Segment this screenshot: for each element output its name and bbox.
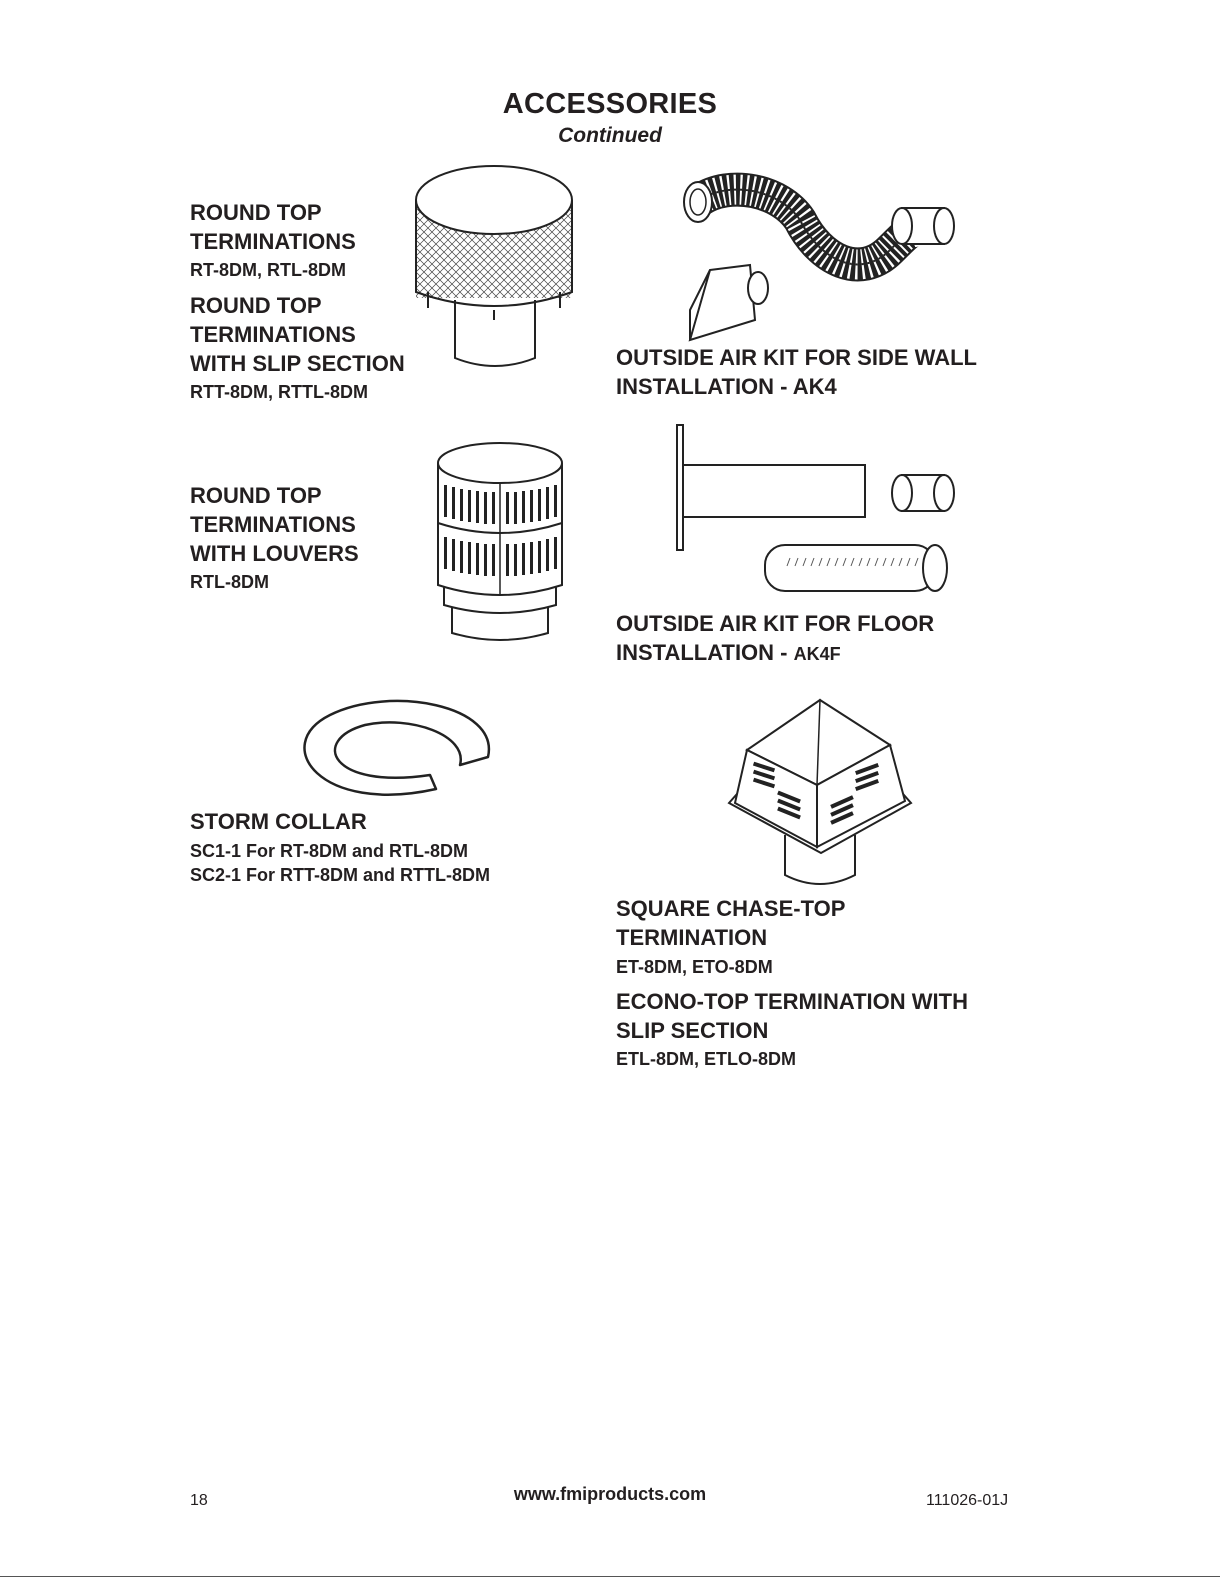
air-kit-side-wall-title: OUTSIDE AIR KIT FOR SIDE WALL INSTALLATION - AK4 — [616, 345, 977, 399]
website-link[interactable]: www.fmiproducts.com — [513, 1484, 707, 1504]
round-top-title: ROUND TOP TERMINATIONS — [190, 200, 356, 254]
bottom-rule — [0, 1576, 1220, 1577]
storm-collar-title: STORM COLLAR — [190, 809, 367, 834]
round-top-termination-illustration — [400, 160, 590, 375]
econo-top-title: ECONO-TOP TERMINATION WITH SLIP SECTION — [616, 989, 968, 1043]
storm-collar-model-2: SC2-1 For RTT-8DM and RTTL-8DM — [190, 865, 490, 885]
square-chase-top-illustration — [725, 695, 915, 895]
air-kit-floor-title: OUTSIDE AIR KIT FOR FLOOR INSTALLATION - AK4F — [616, 611, 935, 665]
air-kit-floor-illustration — [670, 420, 960, 600]
air-kit-floor-code: AK4F — [793, 644, 841, 664]
round-top-models: RT-8DM, RTL-8DM — [190, 260, 346, 280]
square-chase-top-title: SQUARE CHASE-TOP TERMINATION — [616, 896, 846, 950]
square-chase-top-models: ET-8DM, ETO-8DM — [616, 957, 773, 977]
storm-collar-illustration — [290, 695, 500, 800]
page-subtitle: Continued — [558, 124, 662, 147]
storm-collar-models — [190, 839, 490, 887]
air-kit-floor-line2: INSTALLATION - — [616, 640, 794, 665]
storm-collar-model-1: SC1-1 For RT-8DM and RTL-8DM — [190, 841, 469, 861]
round-top-slip-title: ROUND TOP TERMINATIONS WITH SLIP SECTION — [190, 293, 405, 376]
document-number: 111026-01J — [926, 1492, 1009, 1509]
page-title: ACCESSORIES — [502, 88, 718, 120]
round-top-louvers-illustration — [430, 435, 570, 645]
air-kit-side-wall-illustration — [670, 160, 960, 340]
round-top-slip-models: RTT-8DM, RTTL-8DM — [190, 382, 368, 402]
page-number: 18 — [190, 1492, 208, 1509]
econo-top-models: ETL-8DM, ETLO-8DM — [616, 1049, 796, 1069]
round-top-louvers-title: ROUND TOP TERMINATIONS WITH LOUVERS — [190, 483, 359, 566]
round-top-louvers-models: RTL-8DM — [190, 572, 269, 592]
